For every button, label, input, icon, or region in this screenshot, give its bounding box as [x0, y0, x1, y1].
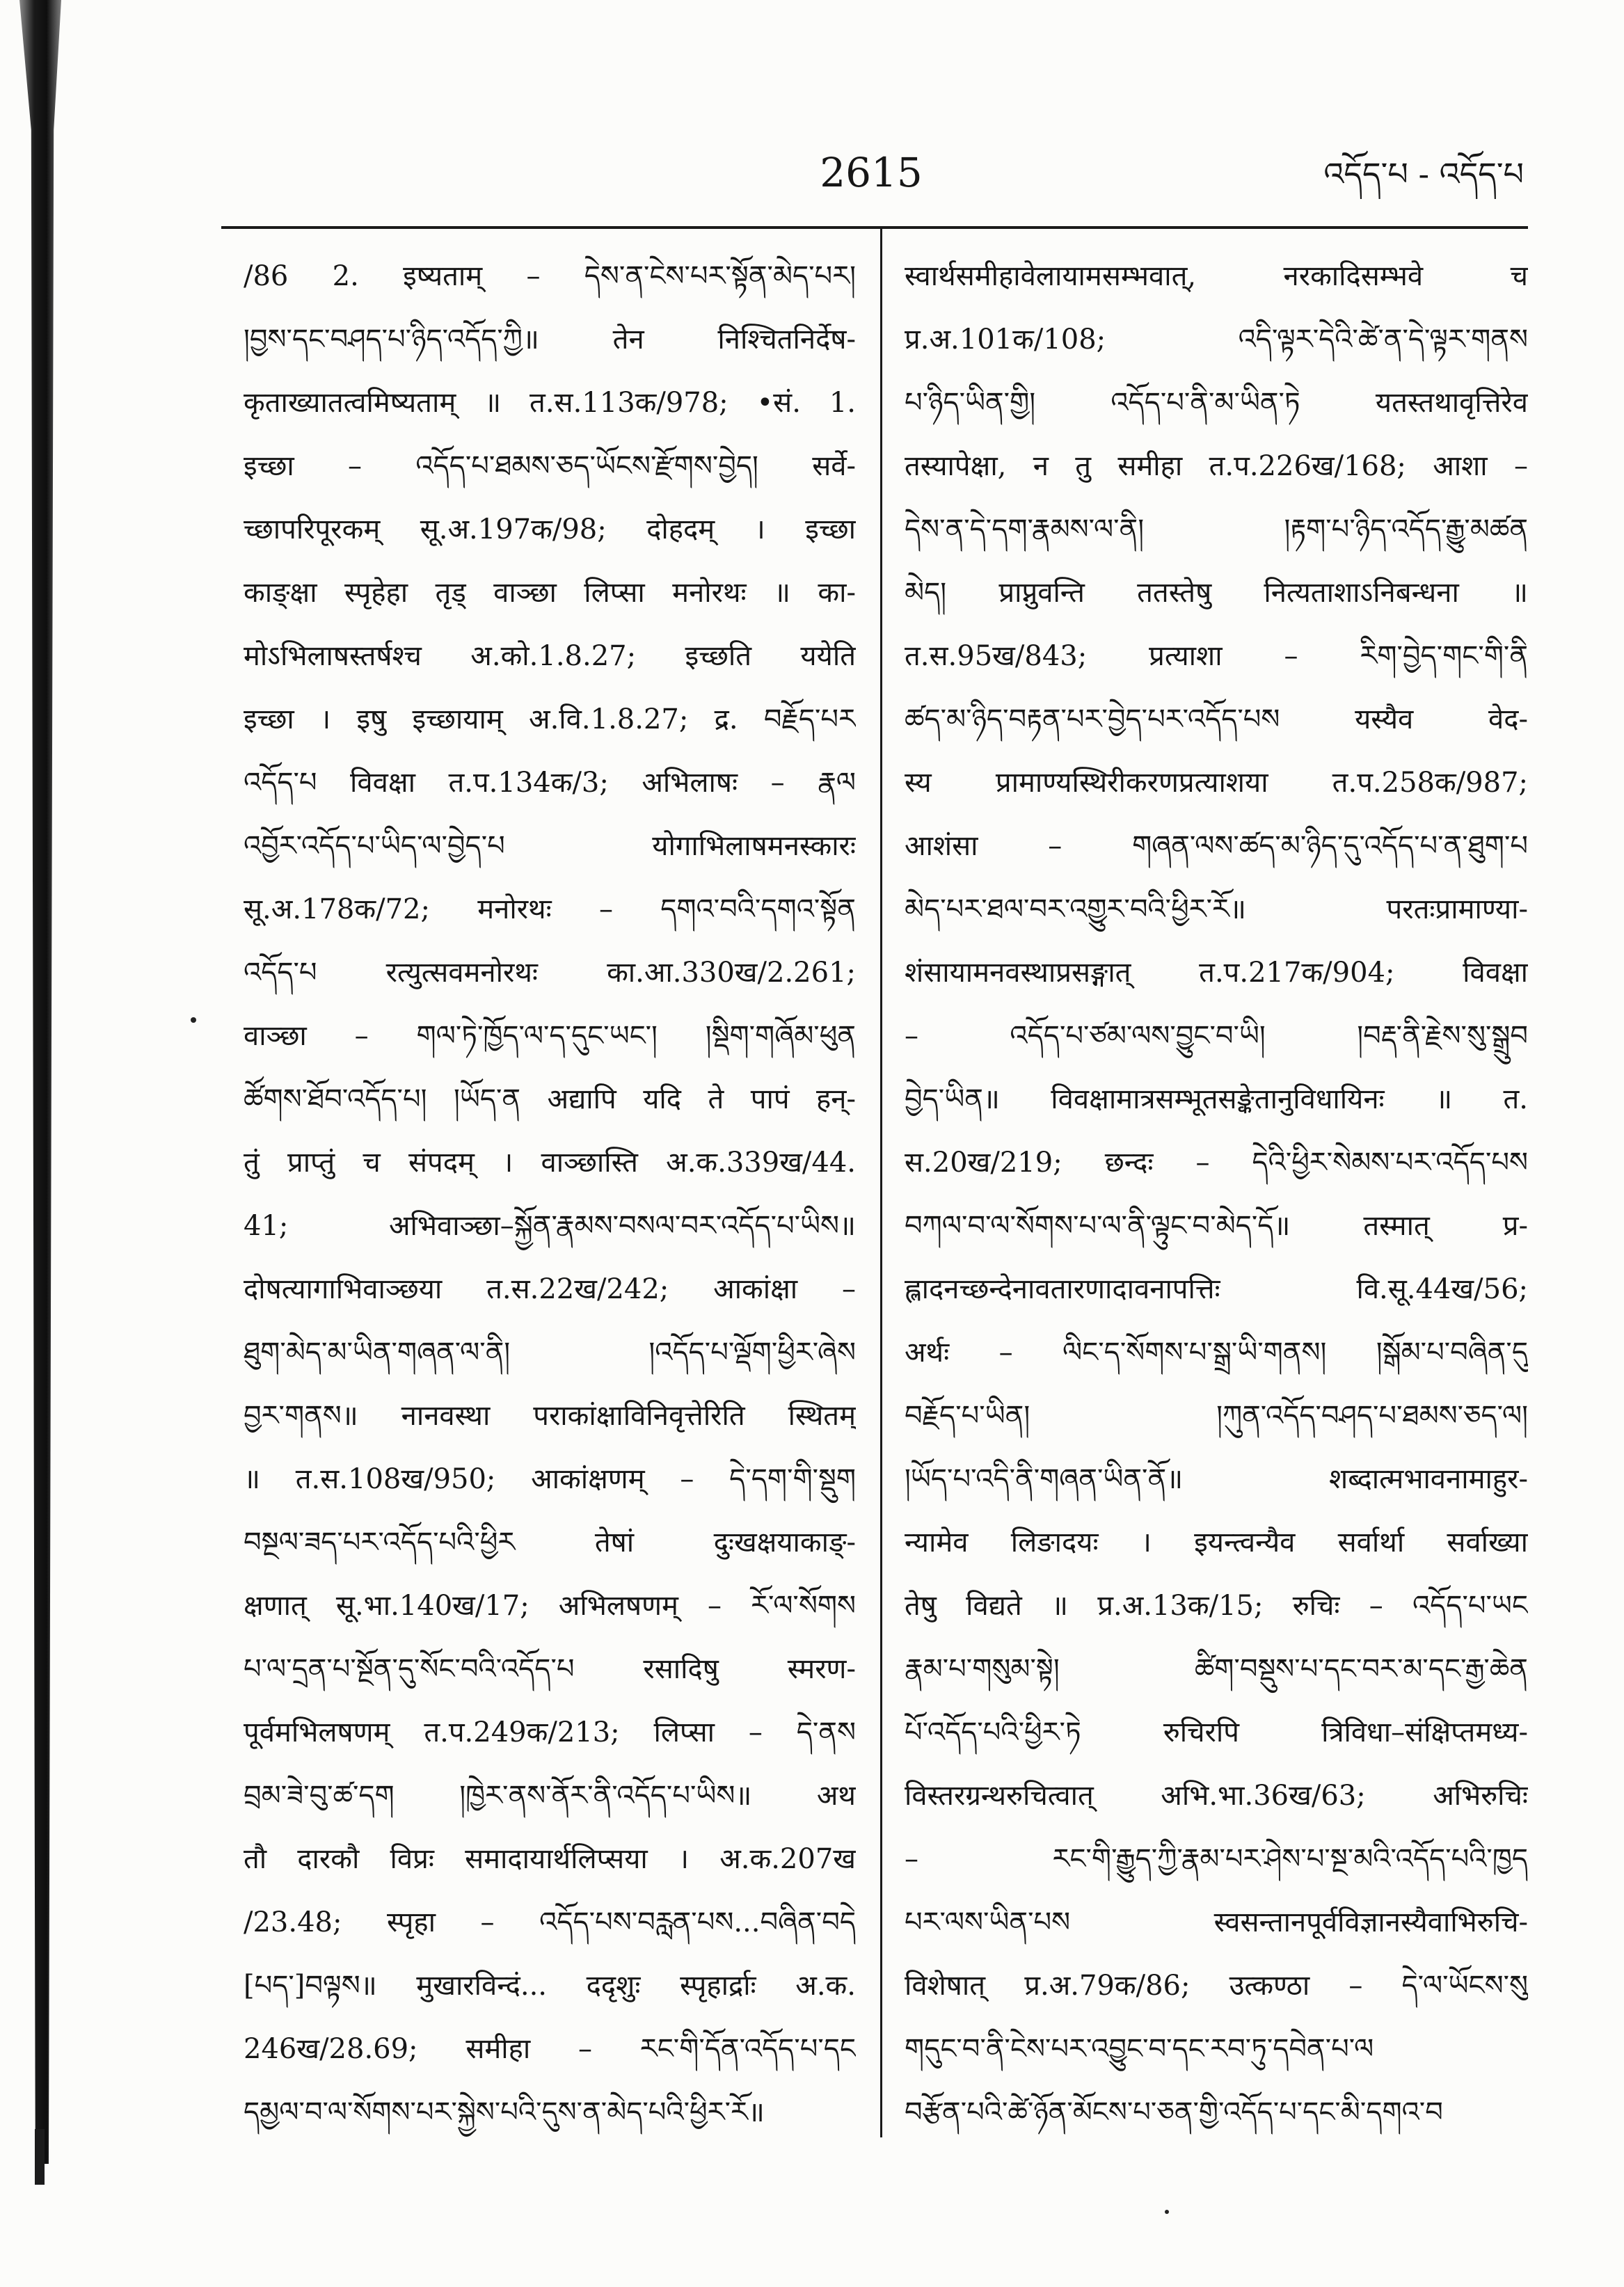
entry-line: 41; अभिवाञ्छा–སྐྱོན་རྣམས་བསལ་བར་འདོད་པ་ཡིས॥ — [244, 1210, 856, 1242]
entry-line: तेषु विद्यते ॥ प्र.अ.13क/15; रुचिः – འདོད་པ་ཡང — [905, 1590, 1528, 1622]
entry-line: पूर्वमभिलषणम् त.प.249क/213; लिप्सा – དེ་ནས — [244, 1716, 856, 1748]
scan-edge-mark — [35, 2129, 45, 2185]
entry-line: བྱར་གནས॥ नानवस्था पराकांक्षाविनिवृत्तेरिति स्थितम् — [244, 1400, 856, 1432]
entry-line: རྣམ་པ་གསུམ་སྟེ། ཚིག་བསྡུས་པ་དང་བར་མ་དང་རྒྱ་ཆེན — [905, 1653, 1528, 1685]
entry-line: इच्छा । इषु इच्छायाम् अ.वि.1.8.27; द्र. བརྗོད་པར — [244, 703, 856, 735]
entry-line: विस्तरग्रन्थरुचित्वात् अभि.भा.36ख/63; अभिरुचिः — [905, 1780, 1528, 1812]
entry-line: མེད་པར་ཐལ་བར་འགྱུར་བའི་ཕྱིར་རོ॥ परतःप्रामाण्या- — [905, 893, 1528, 925]
running-head: འདོད་པ - འདོད་པ — [1323, 155, 1524, 193]
entry-line: दोषत्यागाभिवाञ्छया त.स.22ख/242; आकांक्षा – — [244, 1273, 856, 1305]
entry-line: स्य प्रामाण्यस्थिरीकरणप्रत्याशया त.प.258क/987; — [905, 767, 1528, 799]
entry-line: /86 2. इष्यताम् – དེས་ན་ངེས་པར་སྟོན་མེད་པར། — [244, 260, 856, 292]
scan-speck — [1165, 2210, 1169, 2214]
entry-line: དེས་ན་དེ་དག་རྣམས་ལ་ནི། །རྟག་པ་ཉིད་འདོད་རྒྱུ་མཚན — [905, 513, 1528, 545]
entry-line: – འདོད་པ་ཙམ་ལས་བྱུང་བ་ཡི། །བརྡ་ནི་རྗེས་སུ་སྒྲུབ — [905, 1020, 1528, 1052]
entry-line: क्षणात् सू.भा.140ख/17; अभिलषणम् – རོ་ལ་སོགས — [244, 1590, 856, 1622]
entry-line: པར་ལས་ཡིན་པས स्वसन्तानपूर्वविज्ञानस्यैवाभिरुचि- — [905, 1906, 1528, 1938]
entry-line: གདུང་བ་ནི་ངེས་པར་འབྱུང་བ་དང་རབ་ཏུ་དབེན་པ་ལ — [905, 2033, 1374, 2065]
entry-line: त.स.95ख/843; प्रत्याशा – རིག་བྱེད་གང་གི་ནི — [905, 640, 1528, 672]
entry-line: /23.48; स्पृहा – འདོད་པས་བརླན་པས...བཞིན་བདེ — [244, 1906, 856, 1938]
left-column — [244, 245, 856, 2144]
entry-line: པོ་འདོད་པའི་ཕྱིར་ཏེ रुचिरपि त्रिविधा–संक्षिप्तमध्य- — [905, 1716, 1528, 1748]
entry-line: འདོད་པ विवक्षा त.प.134क/3; अभिलाषः – རྣལ — [244, 767, 856, 799]
entry-line: ॥ त.स.108ख/950; आकांक्षणम् – དེ་དག་གི་སྡུག — [244, 1463, 856, 1495]
right-column — [905, 245, 1528, 2144]
scan-speck — [191, 1017, 196, 1023]
entry-line: བསྔལ་ཟད་པར་འདོད་པའི་ཕྱིར तेषां दुःखक्षयाकाङ्- — [244, 1527, 856, 1559]
entry-line: तुं प्राप्तुं च संपदम् । वाञ्छास्ति अ.क.339ख/44. — [244, 1147, 856, 1179]
entry-line: कृताख्यातत्वमिष्यताम् ॥ त.स.113क/978; •सं. 1. — [244, 387, 856, 419]
entry-line: བརྗོད་པ་ཡིན། །ཀུན་འདོད་བཤད་པ་ཐམས་ཅད་ལ། — [905, 1400, 1528, 1432]
column-divider — [880, 228, 882, 2137]
entry-line: सू.अ.178क/72; मनोरथः – དགའ་བའི་དགའ་སྟོན — [244, 893, 856, 925]
entry-line: མེད། प्राप्नुवन्ति ततस्तेषु नित्यताशाऽनिबन्धना ॥ — [905, 577, 1528, 609]
page-number: 2615 — [820, 149, 923, 196]
entry-line: ཚད་མ་ཉིད་བརྟན་པར་བྱེད་པར་འདོད་པས यस्यैव वेद- — [905, 703, 1528, 735]
entry-line: བཀལ་བ་ལ་སོགས་པ་ལ་ནི་ལྟུང་བ་མེད་དོ॥ तस्मात् प्र- — [905, 1210, 1528, 1242]
entry-line: 246ख/28.69; समीहा – རང་གི་དོན་འདོད་པ་དང — [244, 2033, 856, 2065]
entry-line: བྲམ་ཟེ་བུ་ཚ་དག །ཁྱེར་ནས་ནོར་ནི་འདོད་པ་ཡིས॥ अथ — [244, 1780, 856, 1812]
entry-line: शंसायामनवस्थाप्रसङ्गात् त.प.217क/904; विवक्षा — [905, 957, 1528, 989]
entry-line: तौ दारकौ विप्रः समादायार्थलिप्सया । अ.क.207ख — [244, 1843, 856, 1875]
entry-line: न्यामेव लिङादयः । इयन्त्वन्यैव सर्वार्था सर्वाख्या — [905, 1527, 1528, 1559]
entry-line: འདོད་པ रत्युत्सवमनोरथः का.आ.330ख/2.261; — [244, 957, 856, 989]
entry-line: བརྩོན་པའི་ཚེ་ཉོན་མོངས་པ་ཅན་གྱི་འདོད་པ་དང་མི་དགའ་བ — [905, 2096, 1443, 2128]
entry-line: །བྱས་དང་བཤད་པ་ཉིད་འདོད་ཀྱི॥ तेन निश्चितनिर्देष- — [244, 324, 856, 356]
entry-line: वाञ्छा – གལ་ཏེ་ཁྱོད་ལ་ད་དུང་ཡང་། །སྡིག་གཞོམ་ཕུན — [244, 1020, 856, 1052]
entry-line: །ཡོད་པ་འདི་ནི་གཞན་ཡིན་ནོ॥ शब्दात्मभावनामाहुर- — [905, 1463, 1528, 1495]
entry-line: པ་ལ་དྲན་པ་སྔོན་དུ་སོང་བའི་འདོད་པ रसादिषु स्मरण- — [244, 1653, 856, 1685]
entry-line: तस्यापेक्षा, न तु समीहा त.प.226ख/168; आशा – — [905, 450, 1528, 482]
header-rule — [221, 226, 1528, 229]
entry-line: བྱེད་ཡིན॥ विवक्षामात्रसम्भूतसङ्केतानुविधायिनः ॥ त. — [905, 1083, 1528, 1115]
entry-line: དམྱལ་བ་ལ་སོགས་པར་སྐྱེས་པའི་དུས་ན་མེད་པའི་ཕྱིར་རོ॥ — [244, 2096, 765, 2128]
entry-line: आशंसा – གཞན་ལས་ཚད་མ་ཉིད་དུ་འདོད་པ་ན་ཐུག་པ — [905, 830, 1528, 862]
entry-line: मोऽभिलाषस्तर्षश्च अ.को.1.8.27; इच्छति ययेति — [244, 640, 856, 672]
entry-line: अर्थः – ལིང་ད་སོགས་པ་སྒྲ་ཡི་གནས། །སྒོམ་པ་བཞིན་དུ — [905, 1337, 1528, 1369]
entry-line: ཐུག་མེད་མ་ཡིན་གཞན་ལ་ནི། །འདོད་པ་ལྡོག་ཕྱིར་ཞེས — [244, 1337, 856, 1369]
entry-line: [པད་]བལྟས॥ मुखारविन्दं... ददृशुः स्पृहार्द्राः अ.क. — [244, 1970, 856, 2002]
entry-line: च्छापरिपूरकम् सू.अ.197क/98; दोहदम् । इच्छा — [244, 513, 856, 545]
scan-edge-shadow — [19, 0, 61, 2164]
entry-line: इच्छा – འདོད་པ་ཐམས་ཅད་ཡོངས་རྫོགས་བྱེད། सर्वे- — [244, 450, 856, 482]
entry-line: འབྱོར་འདོད་པ་ཡིད་ལ་བྱེད་པ योगाभिलाषमनस्कारः — [244, 830, 856, 862]
entry-line: स्वार्थसमीहावेलायामसम्भवात्, नरकादिसम्भवे च — [905, 260, 1528, 292]
entry-line: ह्लादनच्छन्देनावतारणादावनापत्तिः वि.सू.44ख/56; — [905, 1273, 1528, 1305]
entry-line: པ་ཉིད་ཡིན་གྱི། འདོད་པ་ནི་མ་ཡིན་ཏེ यतस्तथावृत्तिरेव — [905, 387, 1528, 419]
entry-line: विशेषात् प्र.अ.79क/86; उत्कण्ठा – དེ་ལ་ཡོངས་སུ — [905, 1970, 1528, 2002]
entry-line: प्र.अ.101क/108; འདི་ལྟར་དེའི་ཚེ་ན་དེ་ལྟར་གནས — [905, 324, 1528, 356]
entry-line: – རང་གི་རྒྱུད་ཀྱི་རྣམ་པར་ཤེས་པ་སྔ་མའི་འདོད་པའི་ཁྱད — [905, 1843, 1528, 1875]
entry-line: काङ्क्षा स्पृहेहा तृड् वाञ्छा लिप्सा मनोरथः ॥ का- — [244, 577, 856, 609]
entry-line: ཚོགས་ཐོབ་འདོད་པ། །ཡོད་ན अद्यापि यदि ते पापं हन्- — [244, 1083, 856, 1115]
entry-line: स.20ख/219; छन्दः – དེའི་ཕྱིར་སེམས་པར་འདོད་པས — [905, 1147, 1528, 1179]
